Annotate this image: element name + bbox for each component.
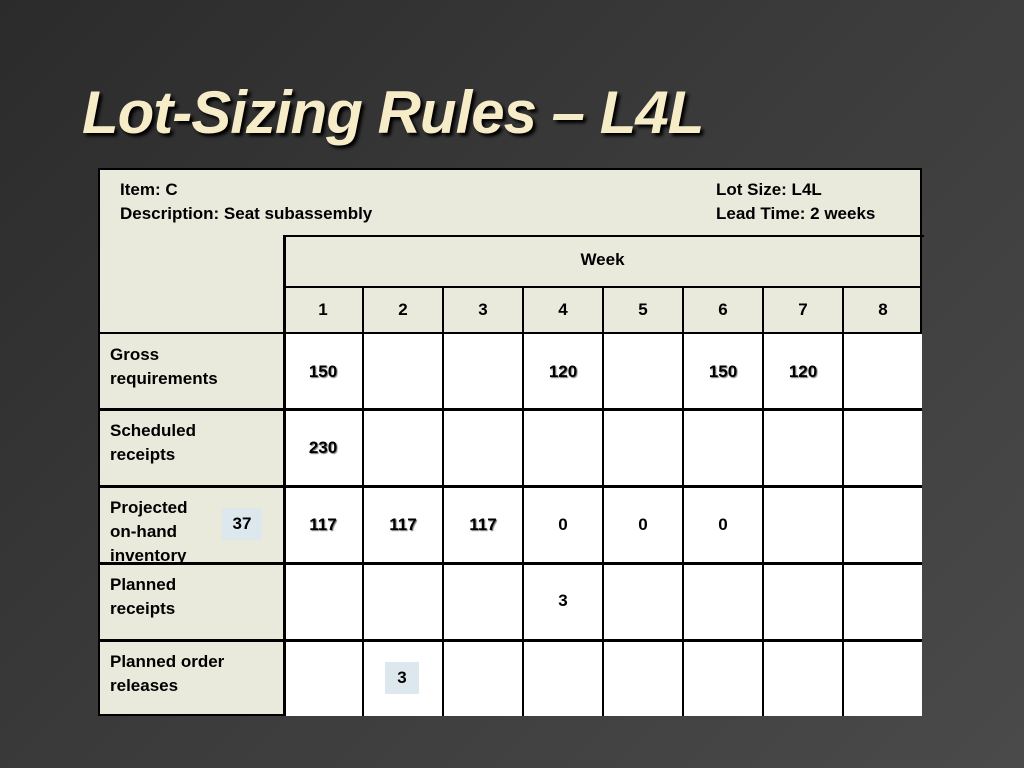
grid-line bbox=[98, 332, 922, 334]
grid-line bbox=[98, 408, 922, 411]
grid-line bbox=[98, 639, 922, 642]
cell-value: 150 bbox=[708, 362, 738, 381]
row-label: receipts bbox=[110, 445, 176, 464]
week-number: 5 bbox=[638, 300, 648, 319]
grid-line bbox=[522, 286, 524, 716]
row-label: receipts bbox=[110, 599, 176, 618]
grid-line bbox=[602, 286, 604, 716]
cell-value: 0 bbox=[558, 515, 568, 534]
week-number: 6 bbox=[718, 300, 728, 319]
cell-value: 0 bbox=[638, 515, 648, 534]
cell-value: 117 bbox=[469, 515, 497, 534]
slide-title: Lot-Sizing Rules – L4L bbox=[82, 79, 704, 146]
row-label: Planned bbox=[110, 575, 177, 594]
grid-line bbox=[283, 235, 924, 237]
cell-value: 0 bbox=[718, 515, 728, 534]
cell-value: 117 bbox=[309, 515, 337, 534]
row-label: on-hand bbox=[110, 522, 178, 541]
row-label: releases bbox=[110, 676, 179, 695]
cell-value: 3 bbox=[558, 591, 568, 610]
grid-line bbox=[682, 286, 684, 716]
cell-value: 230 bbox=[308, 438, 338, 457]
grid-line bbox=[362, 286, 364, 716]
week-header: Week bbox=[580, 250, 625, 269]
row-label: Planned order bbox=[110, 652, 225, 671]
grid-line bbox=[442, 286, 444, 716]
row-label: inventory bbox=[110, 546, 187, 565]
grid-line bbox=[98, 485, 922, 488]
row-label: Projected bbox=[110, 498, 188, 517]
week-number: 8 bbox=[878, 300, 888, 319]
row-label: requirements bbox=[110, 369, 218, 388]
cell-value: 120 bbox=[548, 362, 578, 381]
week-number: 7 bbox=[798, 300, 808, 319]
lot-size-label: Lot Size: L4L bbox=[716, 180, 822, 199]
description-label: Description: Seat subassembly bbox=[120, 204, 373, 223]
planned-release-value: 3 bbox=[385, 662, 419, 694]
on-hand-initial: 37 bbox=[222, 508, 262, 540]
grid-line bbox=[762, 286, 764, 716]
lead-time-label: Lead Time: 2 weeks bbox=[716, 204, 876, 223]
week-number: 3 bbox=[478, 300, 488, 319]
row-label: Gross bbox=[110, 345, 160, 364]
week-number: 4 bbox=[558, 300, 568, 319]
item-label: Item: C bbox=[120, 180, 178, 199]
cell-value: 120 bbox=[788, 362, 818, 381]
cell-value: 150 bbox=[308, 362, 338, 381]
grid-line bbox=[98, 562, 922, 565]
week-number: 1 bbox=[318, 300, 328, 319]
cell-value: 117 bbox=[389, 515, 417, 534]
row-label: Scheduled bbox=[110, 421, 196, 440]
week-number: 2 bbox=[398, 300, 408, 319]
grid-line bbox=[842, 286, 844, 716]
